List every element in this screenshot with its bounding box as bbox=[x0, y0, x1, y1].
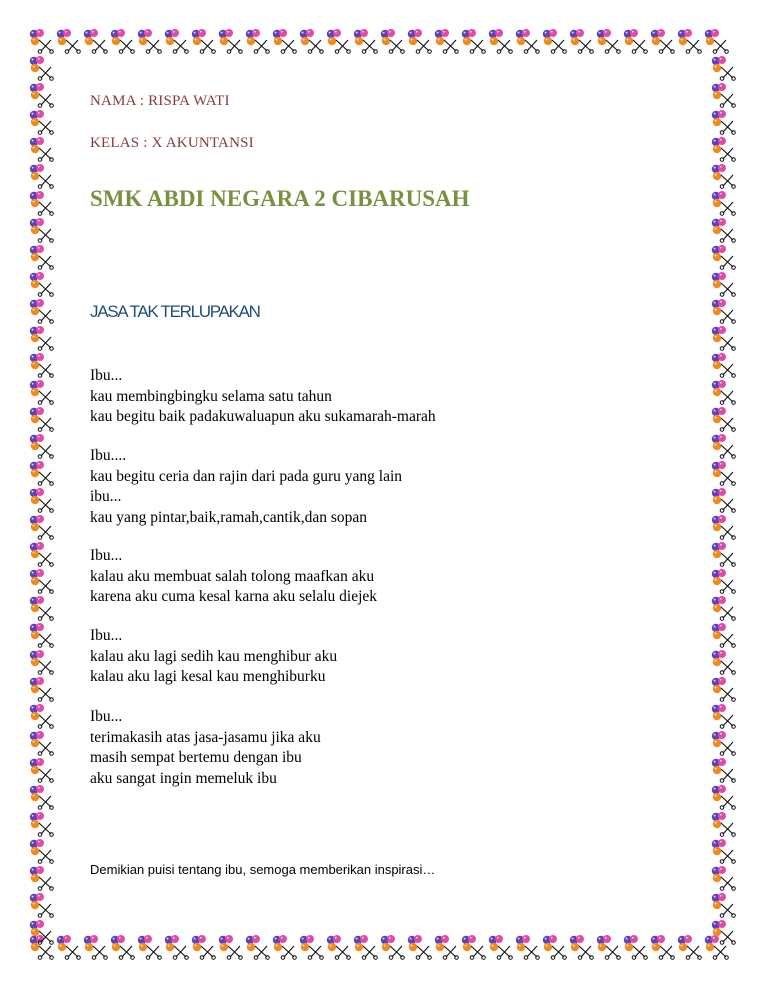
balloon-scissors-icon bbox=[712, 569, 736, 593]
balloon-scissors-icon bbox=[712, 542, 736, 566]
balloon-scissors-icon bbox=[138, 29, 162, 53]
balloon-scissors-icon bbox=[712, 893, 736, 917]
balloon-scissors-icon bbox=[678, 935, 702, 959]
balloon-scissors-icon bbox=[30, 650, 54, 674]
balloon-scissors-icon bbox=[624, 29, 648, 53]
balloon-scissors-icon bbox=[165, 935, 189, 959]
balloon-scissors-icon bbox=[111, 935, 135, 959]
balloon-scissors-icon bbox=[543, 29, 567, 53]
balloon-scissors-icon bbox=[30, 461, 54, 485]
balloon-scissors-icon bbox=[30, 326, 54, 350]
balloon-scissors-icon bbox=[327, 935, 351, 959]
balloon-scissors-icon bbox=[712, 758, 736, 782]
balloon-scissors-icon bbox=[30, 515, 54, 539]
stanza-1 bbox=[90, 366, 436, 428]
balloon-scissors-icon bbox=[30, 299, 54, 323]
balloon-scissors-icon bbox=[516, 935, 540, 959]
balloon-scissors-icon bbox=[712, 596, 736, 620]
balloon-scissors-icon bbox=[712, 326, 736, 350]
balloon-scissors-icon bbox=[435, 29, 459, 53]
stanza-5 bbox=[90, 707, 321, 789]
balloon-scissors-icon bbox=[30, 812, 54, 836]
balloon-scissors-icon bbox=[30, 83, 54, 107]
poem-line: Ibu... bbox=[90, 627, 123, 644]
balloon-scissors-icon bbox=[712, 623, 736, 647]
student-name: NAMA : RISPA WATI bbox=[90, 93, 230, 109]
balloon-scissors-icon bbox=[192, 935, 216, 959]
balloon-scissors-icon bbox=[30, 839, 54, 863]
balloon-scissors-icon bbox=[246, 935, 269, 959]
balloon-scissors-icon bbox=[597, 29, 621, 53]
balloon-scissors-icon bbox=[246, 29, 269, 53]
balloon-scissors-icon bbox=[712, 245, 736, 269]
balloon-scissors-icon bbox=[354, 29, 378, 53]
balloon-scissors-icon bbox=[712, 299, 736, 323]
balloon-scissors-icon bbox=[705, 935, 729, 959]
poem-line: kalau aku membuat salah tolong maafkan aku bbox=[90, 567, 375, 585]
balloon-scissors-icon bbox=[30, 164, 54, 188]
poem-line: kau begitu ceria dan rajin dari pada guru yang lain bbox=[90, 467, 403, 485]
school-name: SMK ABDI NEGARA 2 CIBARUSAH bbox=[90, 186, 470, 211]
balloon-scissors-icon bbox=[30, 893, 54, 917]
balloon-scissors-icon bbox=[30, 785, 54, 809]
balloon-scissors-icon bbox=[712, 137, 736, 161]
poem-line: kalau aku lagi sedih kau menghibur aku bbox=[90, 647, 338, 665]
poem-line: kau begitu baik padakuwaluapun aku sukamarah-marah bbox=[90, 408, 436, 425]
balloon-scissors-icon bbox=[381, 29, 405, 53]
balloon-scissors-icon bbox=[30, 353, 54, 377]
poem-line: kalau aku lagi kesal kau menghiburku bbox=[90, 668, 326, 685]
balloon-scissors-icon bbox=[138, 935, 162, 959]
balloon-scissors-icon bbox=[192, 29, 216, 53]
balloon-scissors-icon bbox=[462, 935, 486, 959]
balloon-scissors-icon bbox=[712, 515, 736, 539]
stanza-2 bbox=[90, 446, 402, 528]
balloon-scissors-icon bbox=[712, 164, 736, 188]
balloon-scissors-icon bbox=[543, 935, 567, 959]
balloon-scissors-icon bbox=[408, 935, 432, 959]
balloon-scissors-icon bbox=[57, 935, 81, 959]
balloon-scissors-icon bbox=[30, 272, 54, 296]
stanza-4 bbox=[90, 626, 337, 688]
balloon-scissors-icon bbox=[435, 935, 459, 959]
balloon-scissors-icon bbox=[327, 29, 351, 53]
poem-line: masih sempat bertemu dengan ibu bbox=[90, 749, 302, 766]
balloon-scissors-icon bbox=[300, 29, 324, 53]
balloon-scissors-icon bbox=[712, 731, 736, 755]
balloon-scissors-icon bbox=[712, 272, 736, 296]
balloon-scissors-icon bbox=[84, 935, 108, 959]
poem-line: kau membingbingku selama satu tahun bbox=[90, 387, 332, 405]
balloon-scissors-icon bbox=[57, 29, 81, 53]
balloon-scissors-icon bbox=[712, 704, 736, 728]
balloon-scissors-icon bbox=[30, 542, 54, 566]
balloon-scissors-icon bbox=[30, 137, 54, 161]
balloon-scissors-icon bbox=[30, 935, 54, 959]
balloon-scissors-icon bbox=[678, 29, 702, 53]
balloon-scissors-icon bbox=[30, 110, 54, 134]
balloon-scissors-icon bbox=[30, 191, 54, 215]
balloon-scissors-icon bbox=[30, 569, 54, 593]
balloon-scissors-icon bbox=[354, 935, 378, 959]
poem-line: Ibu.... bbox=[90, 447, 127, 464]
balloon-scissors-icon bbox=[30, 866, 54, 890]
balloon-scissors-icon bbox=[712, 488, 736, 512]
balloon-scissors-icon bbox=[712, 812, 736, 836]
balloon-scissors-icon bbox=[30, 407, 54, 431]
balloon-scissors-icon bbox=[651, 29, 675, 53]
balloon-scissors-icon bbox=[30, 623, 54, 647]
balloon-scissors-icon bbox=[624, 935, 648, 959]
balloon-scissors-icon bbox=[30, 29, 54, 53]
balloon-scissors-icon bbox=[30, 56, 54, 80]
closing-note: Demikian puisi tentang ibu, semoga memberikan inspirasi… bbox=[90, 862, 436, 877]
balloon-scissors-icon bbox=[30, 596, 54, 620]
poem-line: ibu... bbox=[90, 488, 122, 505]
balloon-scissors-icon bbox=[712, 650, 736, 674]
balloon-scissors-icon bbox=[30, 731, 54, 755]
balloon-scissors-icon bbox=[30, 704, 54, 728]
balloon-scissors-icon bbox=[712, 407, 736, 431]
balloon-scissors-icon bbox=[712, 56, 736, 80]
balloon-scissors-icon bbox=[30, 488, 54, 512]
balloon-scissors-icon bbox=[570, 935, 594, 959]
balloon-scissors-icon bbox=[712, 785, 736, 809]
balloon-scissors-icon bbox=[712, 461, 736, 485]
poem-line: aku sangat ingin memeluk ibu bbox=[90, 769, 277, 787]
balloon-scissors-icon bbox=[84, 29, 108, 53]
balloon-scissors-icon bbox=[300, 935, 324, 959]
balloon-scissors-icon bbox=[712, 677, 736, 701]
stanza-3 bbox=[90, 546, 377, 608]
balloon-scissors-icon bbox=[462, 29, 486, 53]
poem-title: JASA TAK TERLUPAKAN bbox=[90, 302, 260, 321]
balloon-scissors-icon bbox=[219, 935, 243, 959]
poem-line: terimakasih atas jasa-jasamu jika aku bbox=[90, 728, 321, 746]
balloon-scissors-icon bbox=[570, 29, 594, 53]
balloon-scissors-icon bbox=[30, 758, 54, 782]
balloon-scissors-icon bbox=[712, 434, 736, 458]
balloon-scissors-icon bbox=[30, 245, 54, 269]
balloon-scissors-icon bbox=[597, 935, 621, 959]
balloon-scissors-icon bbox=[111, 29, 135, 53]
poem-line: Ibu... bbox=[90, 367, 123, 384]
balloon-scissors-icon bbox=[408, 29, 432, 53]
balloon-scissors-icon bbox=[30, 434, 54, 458]
balloon-scissors-icon bbox=[273, 29, 297, 53]
balloon-scissors-icon bbox=[712, 218, 736, 242]
balloon-scissors-icon bbox=[712, 839, 736, 863]
balloon-scissors-icon bbox=[165, 29, 189, 53]
balloon-scissors-icon bbox=[712, 110, 736, 134]
balloon-scissors-icon bbox=[712, 380, 736, 404]
balloon-scissors-icon bbox=[489, 29, 513, 53]
balloon-scissors-icon bbox=[30, 218, 54, 242]
balloon-scissors-icon bbox=[30, 380, 54, 404]
balloon-scissors-icon bbox=[381, 935, 405, 959]
balloon-scissors-icon bbox=[705, 29, 729, 53]
balloon-scissors-icon bbox=[273, 935, 297, 959]
student-class: KELAS : X AKUNTANSI bbox=[90, 135, 254, 151]
balloon-scissors-icon bbox=[651, 935, 675, 959]
balloon-scissors-icon bbox=[219, 29, 243, 53]
balloon-scissors-icon bbox=[516, 29, 540, 53]
poem-line: Ibu... bbox=[90, 547, 123, 564]
balloon-scissors-icon bbox=[712, 353, 736, 377]
balloon-scissors-icon bbox=[712, 191, 736, 215]
poem-line: karena aku cuma kesal karna aku selalu diejek bbox=[90, 588, 378, 605]
poem-line: kau yang pintar,baik,ramah,cantik,dan sopan bbox=[90, 508, 367, 526]
balloon-scissors-icon bbox=[712, 866, 736, 890]
poem-line: Ibu... bbox=[90, 708, 123, 725]
balloon-scissors-icon bbox=[30, 677, 54, 701]
balloon-scissors-icon bbox=[489, 935, 513, 959]
balloon-scissors-icon bbox=[712, 83, 736, 107]
